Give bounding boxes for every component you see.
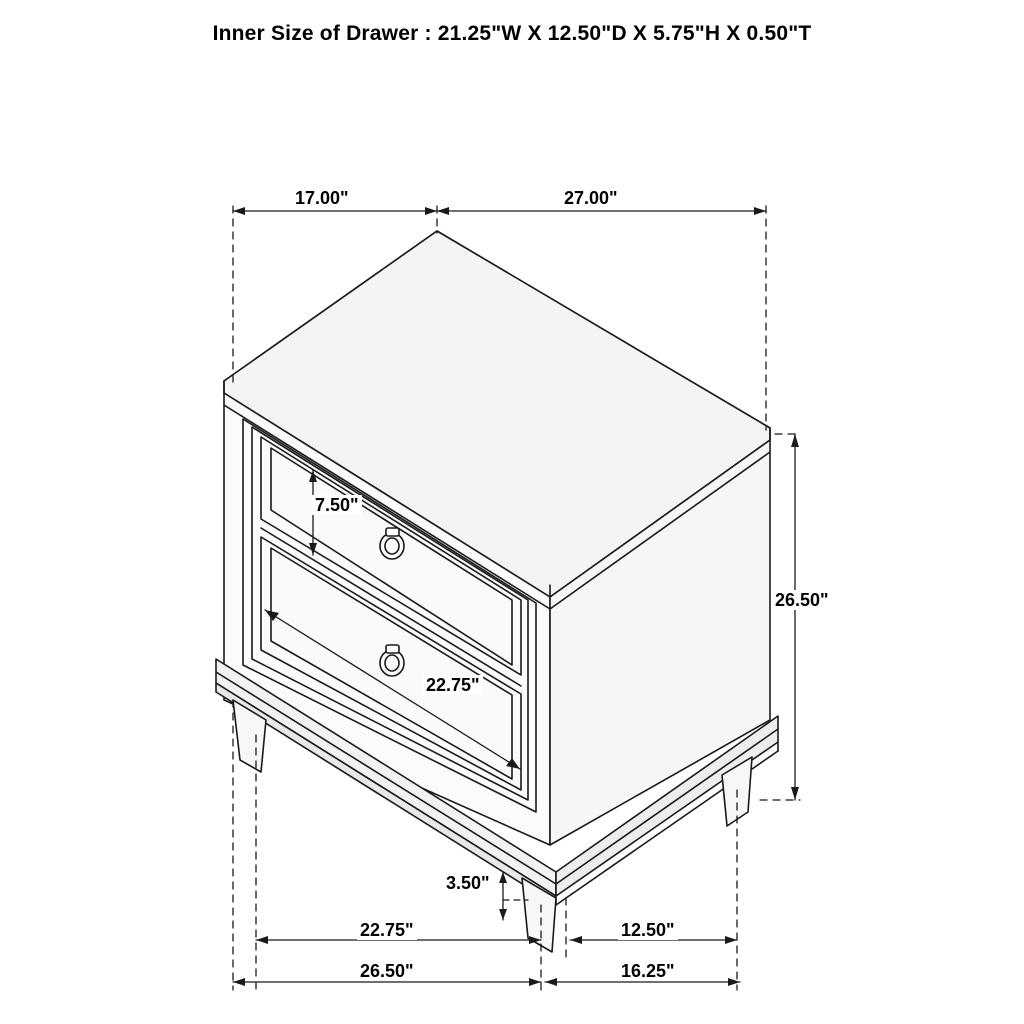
dimension-label-leg-height: 3.50" xyxy=(443,873,493,893)
dimension-label-drawer-upper: 7.50" xyxy=(312,495,362,515)
dimension-label-base-width: 26.50" xyxy=(357,961,417,981)
dimension-label-top-right: 27.00" xyxy=(561,188,621,208)
dimension-label-base-depth: 16.25" xyxy=(618,961,678,981)
dimension-label-top-left: 17.00" xyxy=(292,188,352,208)
dimension-label-height: 26.50" xyxy=(772,590,832,610)
dimension-label-drawer-lower: 22.75" xyxy=(423,675,483,695)
dimension-label-side-depth: 12.50" xyxy=(618,920,678,940)
dimension-label-front-width: 22.75" xyxy=(357,920,417,940)
page-title: Inner Size of Drawer : 21.25"W X 12.50"D X 5.75"H X 0.50"T xyxy=(212,22,812,45)
